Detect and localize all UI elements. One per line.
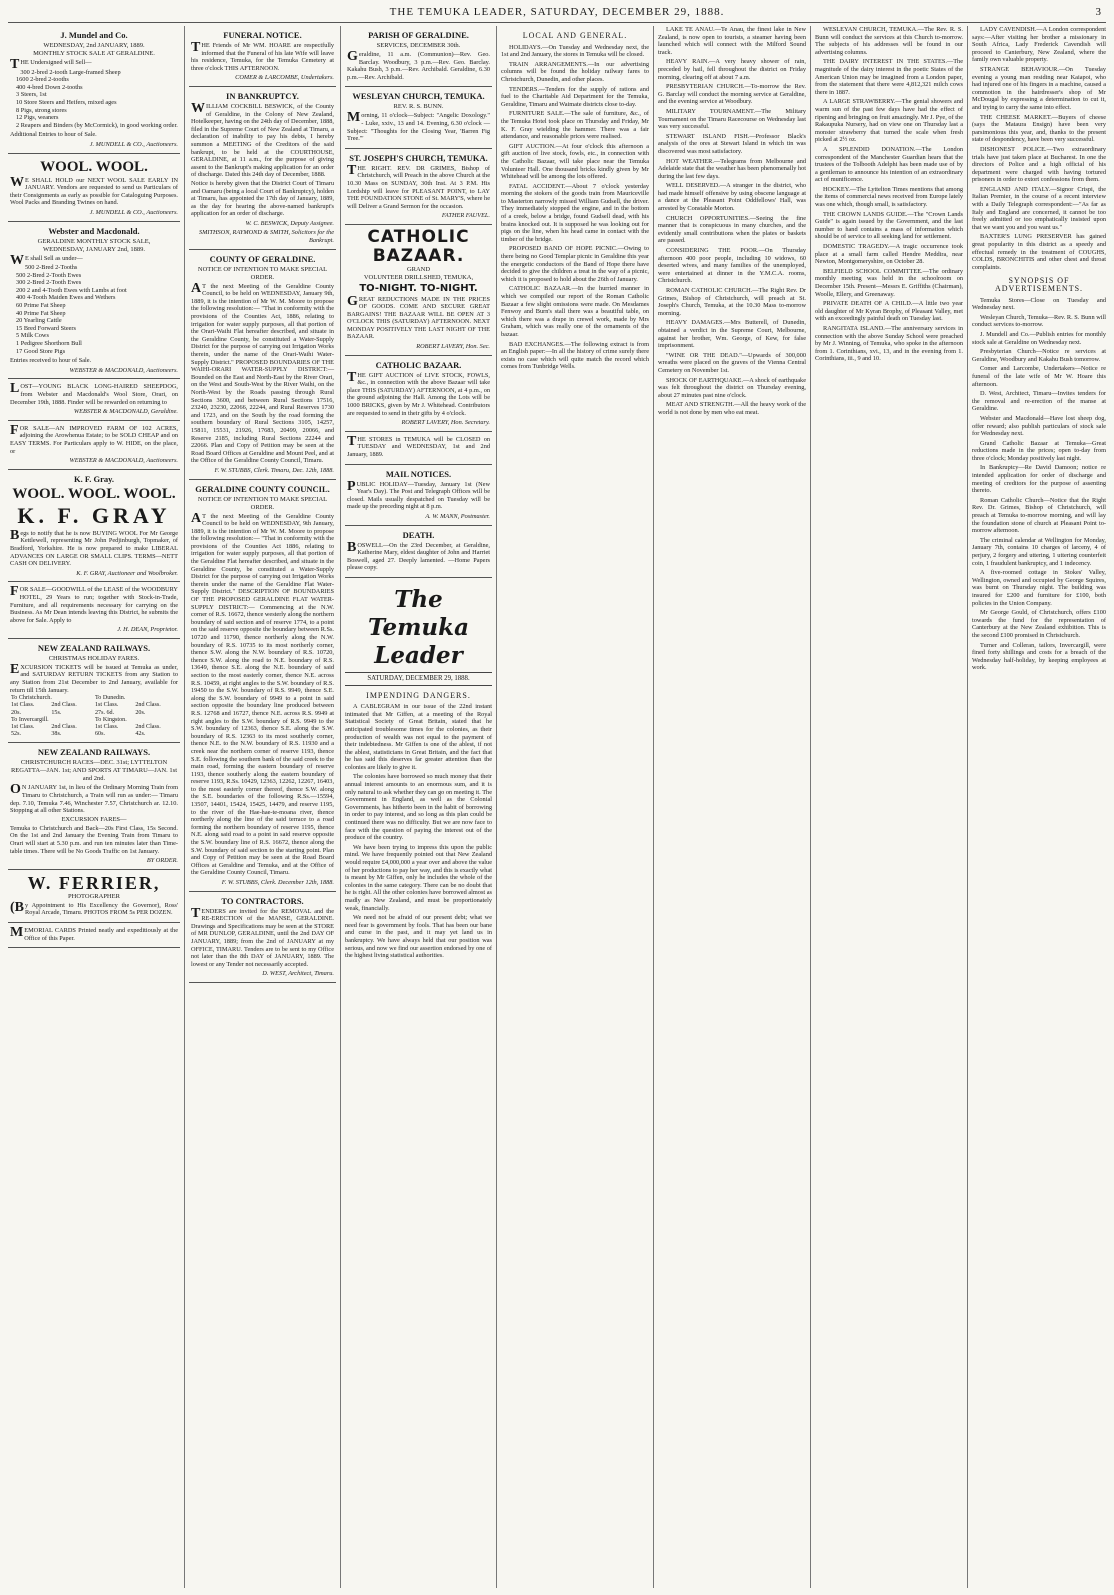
masthead (8, 6, 1106, 23)
fares-cell: 27s. 6d. (94, 709, 115, 716)
editorial-paragraph: We have been trying to impress this upon the public mind. We have frequently pointed out that New Zealand would require £4,000,000 a year over and above the value of her productions to pay her way, and this is exactly what is meant by Mr Giffen, only he includes the whole of the colonies in the same category. There can be no doubt that he is right. All the other colonies have borrowed almost as madly as New Zealand, and must be proportionately weak, financially. (345, 843, 492, 912)
ad-display-line: K. F. GRAY (17, 502, 171, 528)
advertisement (8, 470, 180, 583)
ad-subheading: GERALDINE MONTHLY STOCK SALE, (37, 237, 151, 245)
ad-body: BOSWELL—On the 23rd December, at Geraldine, Katherine Mary, eldest daughter of John and Harriet Boswell, aged 27. Deeply lamented. —Home Papers please copy. (347, 539, 490, 572)
column-5 (658, 26, 806, 1588)
news-paragraph: LADY CAVENDISH.—A London correspondent says:—After visiting her brother a missionary in South Africa, Lady Frederick Cavendish will proceed to Canterbury, New Zealand, where the family own valuable property. (972, 26, 1106, 64)
news-section (972, 537, 1106, 672)
editorial-paragraph: A CABLEGRAM in our issue of the 22nd instant intimated that Mr Giffen, at a meeting of the Royal Statistical Society of Great Britain, stated that he anticipated troublesome times for the colonies, as their production of wealth was not equal to the payment of their indebtedness. Mr Giffen is one of the ablest, if not the ablest, statisticians in Great Britain, and the fact that he has said this deserves far greater attention than the colonies are likely to give it. (345, 703, 492, 771)
fares-cell: 1st Class. (11, 724, 35, 731)
advertisement (8, 421, 180, 470)
ad-body: TENDERS are invited for the REMOVAL and the RE-ERECTION of the MANSE, GERALDINE. Drawings and Specifications may be seen at the STORE of MR DUNLOP, GERALDINE, until the 2nd DAY OF JANUARY, 1889; from the 2nd of JANUARY at my OFFICE, TIMARU. Tenders are to be sent to my Office not later than the 8th DAY of JANUARY, 1889. The lowest or any Tender not necessarily accepted. (191, 905, 334, 968)
ad-subheading: NOTICE OF INTENTION TO MAKE SPECIAL ORDER. (197, 265, 328, 281)
news-paragraph: PRIVATE DEATH OF A CHILD.—A little two year old daughter of Mr Kyran Brophy, of Pleasant Valley, met with an exceedingly painful death on Tuesday last. (815, 300, 963, 323)
news-paragraph: MILITARY TOURNAMENT.—The Military Tournament on the Timaru Racecourse on Wednesday last was very successful. (658, 107, 806, 131)
ad-list-item: 500 2-Bred 2-Tooth Ewes (16, 271, 82, 279)
news-paragraph: BAXTER'S LUNG PRESERVER has gained great popularity in this district as a speedy and effectual remedy in the treatment of COUGHS, COLDS, BRONCHITIS and other chest and throat complaints. (972, 233, 1106, 271)
ad-list-item: 17 Good Store Pigs (16, 347, 66, 355)
news-paragraph: FURNITURE SALE.—The sale of furniture, &c., of the Temuka Hotel took place on Thursday and Friday, Mr K. F. Gray wielding the hammer. There was a fair attendance, and reasonable prices were realised. (501, 110, 649, 141)
ad-body: Notice is hereby given that the District Court of Timaru and Oamaru (being a local Court of Bankruptcy), holden at Timaru, has appointed the 17th day of January, 1889, as the day for hearing the above-named bankrupt's application for an order of discharge. (191, 179, 334, 218)
news-paragraph: WELL DESERVED.—A stranger in the district, who had made himself offensive by using obscene language at a dance at the Pleasant Point Oddfellows' Hall, was arrested by Constable Morton. (658, 182, 806, 213)
fares-cell: 60s. (94, 731, 105, 738)
advertisement (8, 923, 180, 948)
news-paragraph: THE CROWN LANDS GUIDE.—The "Crown Lands Guide" is again issued by the Government, and the last number to hand contains a mass of information which should be of service to all seeking land for settlement. (815, 210, 963, 241)
ad-body: (By Appointment to His Excellency the Governor), Ross' Royal Arcade, Timaru. PHOTOS FROM 5s PER DOZEN. (10, 899, 178, 917)
fares-cell: 2nd Class. (135, 702, 161, 709)
ad-subheading: NOTICE OF INTENTION TO MAKE SPECIAL ORDER. (197, 495, 328, 511)
news-paragraph: HEAVY DAMAGES.—Mrs Butterell, of Dunedin, obtained a verdict in the Supreme Court, Melbourne, against her brother, Wm. George, of Kew, for false imprisonment. (658, 319, 806, 350)
newspaper-title: The Temuka Leader (367, 585, 469, 669)
column-divider (967, 26, 968, 1588)
news-paragraph: CONSIDERING THE POOR.—On Thursday afternoon 400 poor people, including 10 widows, 60 deserted wives, and many families of the unemployed, were entertained at dinner in the Y.M.C.A. rooms, Christchurch. (658, 247, 806, 285)
fares-cell: To Invercargill. (11, 716, 49, 723)
news-paragraph: CHURCH OPPORTUNITIES.—Seeing the fine manner that is conspicuous in many churches, and the evidently small contributions when the plates or baskets are passed. (658, 214, 806, 245)
ad-list-item: 500 2-Bred 2-Tooths (25, 264, 78, 272)
ad-list-item: 10 Store Steers and Heifers, mixed ages (16, 98, 117, 106)
news-paragraph: FATAL ACCIDENT.—About 7 o'clock yesterday morning the stokers of the goods train from Mauriceville to Masterton narrowly missed William Gudsell, the driver. They immediately stopped the engine, and in the bottom of a creek, below a bridge, found Gudsell dead, with his brains knocked out. It is supposed he was looking out for pigs on the line, when his head came in contact with the timber of the bridge. (501, 182, 649, 243)
ad-signature: ROBERT LAVERY, Hon. Secretary. (401, 419, 490, 427)
ad-heading: MAIL NOTICES. (385, 468, 452, 479)
fares-cell: 38s. (51, 731, 62, 738)
news-paragraph: STRANGE BEHAVIOUR.—On Tuesday evening a young man residing near Kaiapoi, who had injured one of his fingers in a machine, caused a commotion in the hairdresser's shop of Mr McDougal by expressing a determination to cut it, and trying to carry the same into effect. (972, 65, 1106, 111)
news-paragraph: The criminal calendar at Wellington for Monday, January 7th, contains 10 charges of larceny, 4 of perjury, 2 forgery and uttering, 1 uttering counterfeit coin, 1 fraudulent bankruptcy, and 1 indecency. (972, 536, 1106, 567)
ad-signature: A. W. MANN, Postmaster. (425, 512, 490, 520)
ad-body: AT the next Meeting of the Geraldine County Council, to be held on WEDNESDAY, January 9th, 1889, it is the intention of Mr W. M. Moore to propose the following resolution:— "That in conformity with the provisions of the Counties Act, 1886, relating to irrigation for water supply purposes, all that portion of the Orari-Waihi Flat hereafter described, and situate in the Geraldine County, be constituted a Water-Supply District for the purpose of carrying out Irrigation Works therein, under the name of the Orari-Waihi Water-Supply District." PROPOSED BOUNDARIES OF THE WAIHI-ORARI WATER-SUPPLY DISTRICT:— Bounded on the East and North-East by the River Orari, on the West and South-West by the River Waihi, on the North-West by the Roads passing through Rural Sections 3600, and between Rural Sections 17516, 23240, 23230, 22066, 22244, and Rural Reserves 1730 and 1723, and on the South by the road forming the southern boundary of Rural Sections 3105, 14257, 15811, 15531, 21926, 17683, 20499, 20066, and Reserve 2185, including Rural Sections 22244 and 22066. Plan and Copy of Petition may be seen at the Road Board Offices at Geraldine and Mount Peel, and at the Office of the Geraldine County Council, Timaru. (191, 280, 334, 465)
news-paragraph: PROPOSED BAND OF HOPE PICNIC.—Owing to there being no Good Templar picnic in Geraldine this year the energetic conductors of the Band of Hope there have decided to give the children a treat in the way of a picnic, which it is proposed to hold about the 26th of January. (501, 245, 649, 283)
ad-body: Morning, 11 o'clock—Subject: "Angelic Doxology." - Luke, xxiv., 13 and 14. Evening, 6.30 o'clock — Subject: "Thoughts for the Closing Year, 'Barren Fig Tree.'" (347, 110, 490, 143)
ad-body: FOR SALE—AN IMPROVED FARM OF 102 ACRES, adjoining the Arowhenua Estate; to be SOLD CHEAP and on EASY TERMS. For Particulars apply to W. HIDE, on the place, or (10, 422, 178, 455)
ad-signature: D. WEST, Architect, Timaru. (262, 970, 334, 978)
ad-subheading: EXCURSION FARES— (61, 815, 127, 823)
fares-cell: 1st Class. (11, 702, 35, 709)
fares-cell: 2nd Class. (51, 724, 77, 731)
ad-display-line: WOOL. WOOL. WOOL. (12, 485, 176, 502)
ad-list-item: 2 Reapers and Binders (by McCormick), in good working order. (16, 121, 178, 129)
news-paragraph: Wesleyan Church, Temuka—Rev. R. S. Bunn will conduct services to-morrow. (972, 313, 1106, 329)
ad-list (16, 69, 178, 130)
column-2 (189, 26, 336, 1588)
news-paragraph: Comer and Larcombe, Undertakers—Notice re funeral of the late wife of Mr W. Hoare this afternoon. (972, 365, 1106, 388)
advertisement (8, 870, 180, 923)
ad-heading: IN BANKRUPTCY. (226, 90, 299, 101)
masthead-title: THE TEMUKA LEADER, SATURDAY, DECEMBER 29, 1888. (389, 6, 725, 18)
news-paragraph: THE CHEESE MARKET.—Buyers of cheese (says the Mataura Ensign) have been very parsimonious this year, and, thanks to the present state of despondency, have been very successful. (972, 113, 1106, 144)
section-heading: SYNOPSIS OF ADVERTISEMENTS. (994, 276, 1084, 293)
news-paragraph: SHOCK OF EARTHQUAKE.—A shock of earthquake was felt throughout the district on Thursday evening, about 27 minutes past nine o'clock. (658, 376, 806, 399)
ad-display-line: TO-NIGHT. TO-NIGHT. (359, 282, 478, 294)
fares-cell: 20s. (135, 709, 146, 716)
ad-signature: SMITHSON, RAYMOND & SMITH, Solicitors for the Bankrupt. (198, 229, 334, 245)
ad-body: THE Undersigned will Sell— (10, 57, 92, 72)
ad-list-item: 8 Pigs, strong stores (16, 106, 67, 114)
ad-list-item: 3 Steers, 1st (16, 91, 47, 99)
ad-signature: COMER & LARCOMBE, Undertakers. (235, 74, 334, 82)
column-divider (340, 26, 341, 1588)
news-paragraph: J. Mundell and Co.—Publish entries for monthly stock sale at Geraldine on Wednesday next. (972, 330, 1106, 346)
news-paragraph: ROMAN CATHOLIC CHURCH.—The Right Rev. Dr Grimes, Bishop of Christchurch, will preach at St. Joseph's Church, Temuka, at the 10.30 Mass to-morrow morning. (658, 287, 806, 317)
ad-list-item: 15 Bred Forward Steers (16, 324, 76, 332)
news-paragraph: Mr George Gould, of Christchurch, offers £100 towards the fund for the representation of Canterbury at the New Zealand exhibition. This is the second £100 promised in Christchurch. (972, 609, 1106, 639)
ad-subheading: MONTHLY STOCK SALE AT GERALDINE. (33, 50, 155, 57)
ad-body: MEMORIAL CARDS Printed neatly and expeditiously at the Office of this Paper. (10, 925, 178, 942)
advertisement (8, 379, 180, 420)
news-paragraph: DOMESTIC TRAGEDY.—A tragic occurrence took place at a small farm called Hendre Meddira, near Newton, Montgomeryshire, on October 28. (815, 243, 963, 266)
ad-body: WILLIAM COCKBILL BESWICK, of the County of Geraldine, in the Colony of New Zealand, Hotelkeeper, having on the 24th day of December, 1888, filed in the Supreme Court of New Zealand at Timaru, a declaration of inability to pay his debts, I hereby summon a MEETING of the Creditors of the said bankrupt, to be held at the COURTHOUSE, GERALDINE, at 11 a.m., for the purpose of giving assent to the Bankrupt's making application for an order of discharge. Dated this 24th day of December, 1888. (191, 100, 334, 179)
news-paragraph: BELFIELD SCHOOL COMMITTEE.—The ordinary monthly meeting was held in the schoolroom on December 15th. Present—Messrs E. Griffiths (Chairman), Woolle, Ellery, and Greenaway. (815, 267, 963, 298)
advertisement (189, 26, 336, 87)
advertisement (8, 743, 180, 869)
ad-body: THE Friends of Mr WM. HOARE are respectfully informed that the Funeral of his late Wife will leave his residence, Temuka, for the Temuka Cemetery at three o'clock THIS AFTERNOON. (191, 40, 334, 72)
ad-list-item: 1600 2-bred 2-tooths (16, 76, 69, 84)
fares-cell: To Dunedin. (94, 695, 126, 702)
ad-heading: W. FERRIER, (27, 872, 161, 893)
ad-body: GREAT REDUCTIONS MADE IN THE PRICES OF GOODS. COME AND SECURE GREAT BARGAINS! THE BAZAAR WILL BE OPEN AT 3 O'CLOCK THIS (SATURDAY) AFTERNOON. NEXT MONDAY POSITIVELY THE LAST NIGHT OF THE BAZAAR. (347, 293, 490, 341)
news-paragraph: Temuka Stores—Close on Tuesday and Wednesday next. (972, 296, 1106, 312)
ad-subheading: CHRISTMAS HOLIDAY FARES. (48, 654, 140, 662)
news-paragraph: HOLIDAYS.—On Tuesday and Wednesday next, the 1st and 2nd January, the stores in Temuka will be closed. (501, 43, 649, 59)
ad-list (16, 264, 178, 355)
news-paragraph: Presbyterian Church—Notice re services at Geraldine, Woodbury and Kakahu Bush tomorrow. (972, 348, 1106, 363)
news-section (972, 277, 1106, 534)
news-paragraph: HOT WEATHER.—Telegrams from Melbourne and Adelaide state that the weather has been phenomenally hot during the last few days. (658, 157, 806, 180)
news-paragraph: "WINE OR THE DEAD."—Upwards of 300,000 wreaths were placed on the graves of the Vienna Central Cemetery on November 1st. (658, 351, 806, 374)
ad-subheading: REV. R. S. BUNN. (393, 103, 444, 111)
fares-cell: To Kingston. (94, 716, 127, 723)
ad-heading: FUNERAL NOTICE. (223, 30, 302, 40)
ad-body: AT the next Meeting of the Geraldine County Council to be held on WEDNESDAY, 9th January, 1889, it is the intention of Mr W. M. Moore to propose the following resolution:— "That in conformity with the provisions of the Counties Act 1886, relating to irrigation for water supply purposes, all that portion of the Geraldine Flat hereafter described, and situate in the Geraldine County, be constituted a Water-Supply District for the purpose of carrying out Irrigation Works therein under the name of the Geraldine Flat Water-Supply District." DESCRIPTION OF BOUNDARIES OF THE PROPOSED GERALDINE FLAT WATER-SUPPLY DISTRICT:— Commencing at the N.W. corner of R.S. 16672, thence westerly along the northern boundary of said section and of reserve 1774, to a point on the said reserve opposite the boundary between R.Ss. 10720 and 11790, thence northerly along the N.W. boundary of R.S. 10735 to its most northerly corner, thence S.W. along the N.W. boundary of R.S. 10720, thence S.W. along the road to N.E. boundary of R.S. 13649, thence S.E. along the N.E. boundary of said section to the most easterly corner, thence N.E. across R.S. 10459, at right angles to the S.W. boundary of R.S. 19450 to the S.W. boundary of R.S. 9949, thence S.E. along the S.W. boundary of 9949 to a point in said section opposite the boundary line produced between R.S. 12768 and 16727, thence N.E. across R.S. 9949 at right angles to the S.W. boundary of R.S. 9949 to the S.W. boundary of 12363, thence S.E. along the S.W. boundary of R.S. 12363 to its most southerly corner, thence N.E. to the N.W. boundary of R.S. 11930 and a creek near the northern corner of reserve 1193, thence S.E. following the southern bank of the said creek to the main road, forming the eastern boundary of reserve 1193, thence southerly along the eastern boundary of reserve 1193, R.Ss. 10429, 12363, 12262, 12267, 16403, to the most easterly corner thereof, thence S.W. along the S.E. boundaries of the following R.Ss.—15594, 13507, 14401, 15424, 15425, 14479, and reserve 1195, to the river of the Hae-hae-te-moana river, thence northerly along the line of the said terrace to a road forming the northern boundary of reserve 1195, thence N.E. along said road to a point in said reserve opposite the S.W. boundary line of R.S. 16672, thence along the S.W. boundary of said section to the starting point. Plan and Copy of Petition may be seen at the Road Board Offices at Geraldine and Temuka, and at the Office of the Geraldine County Council, Timaru. (191, 510, 335, 877)
ad-list-item: 20 Yearling Cattle (16, 317, 62, 325)
ad-body: LOST—YOUNG BLACK LONG-HAIRED SHEEPDOG, from Webster and Macdonald's Wool Store, Orari, on December 19th, 1888. Finder will be rewarded on returning to (10, 381, 178, 406)
ad-footnote: Additional Entries to hour of Sale. (10, 131, 97, 139)
fares-cell: 2nd Class. (135, 724, 161, 731)
editorial-paragraph: The colonies have borrowed so much money that their annual interest amounts to an enormous sum, and it is only natural to ask whether they can go on meeting it. The Government in England, as well as the Colonial Governments, has hitherto been in the habit of borrowing in order to pay interest, and so long as this plan could be continued there was no difficulty. But we are now face to face with the question of paying the interest out of the produce of the country. (345, 773, 492, 842)
advertisement (8, 639, 180, 744)
advertisement (189, 87, 336, 250)
ad-list-item: 400 4-Tooth Maiden Ewes and Wethers (16, 294, 116, 302)
ad-subheading: SERVICES, DECEMBER 30th. (376, 42, 461, 49)
news-paragraph: A LARGE STRAWBERRY.—The genial showers and warm sun of the past few days have had the effect of ripening and bringing on fruit amazingly. Mr J. Pye, of the Rakaupuka Nursery, had on view one on Thursday last a monster strawberry that turned the scale when fresh picked at 2½ oz. (815, 98, 963, 144)
fares-cell: 2nd Class. (51, 702, 77, 709)
ad-body: THE GIFT AUCTION of LIVE STOCK, FOWLS, &c., in connection with the above Bazaar will take place THIS (SATURDAY) AFTERNOON, at 4 p.m., on the ground adjoining the Hall. Among the Lots will be 1000 BRICKS, given by Mr J. Whitehead. Contributors are requested to send in their gifts by 4 o'clock. (347, 369, 490, 417)
fares-cell: 15s. (51, 709, 62, 716)
news-section (501, 32, 649, 371)
news-paragraph: Roman Catholic Church—Notice that the Right Rev. Dr. Grimes, Bishop of Christchurch, will preach at Temuka to-morrow morning, and will lay the foundation stone of church at Pleasant Point to-morrow afternoon. (972, 496, 1106, 535)
advertisement (345, 225, 492, 356)
column-divider (810, 26, 811, 1588)
ad-heading: COUNTY OF GERALDINE. (209, 253, 316, 264)
ad-list-item: 400 4-bred Down 2-tooths (16, 83, 83, 91)
ad-heading: ST. JOSEPH'S CHURCH, TEMUKA. (349, 152, 488, 163)
ad-heading: TO CONTRACTORS. (221, 895, 304, 906)
news-paragraph: A five-roomed cottage in Stokes' Valley, Wellington, owned and occupied by George Squires, was burnt on Thursday night. The building was insured for £200 and furniture for £100, both policies in the Union Company. (972, 569, 1106, 607)
ad-heading: Webster and Macdonald. (48, 225, 140, 236)
ad-body: EXCURSION TICKETS will be issued at Temuka as under, and SATURDAY RETURN TICKETS from any Station to any Station from 21st December to 2nd January, available for return till 15th January. (10, 661, 178, 694)
ad-list-item: 60 Prime Fat Sheep (16, 302, 66, 310)
column-divider (496, 26, 497, 1588)
ad-list-item: 5 Milk Cows (16, 332, 49, 340)
advertisement (8, 222, 180, 380)
ad-signature: F. W. STUBBS, Clerk. December 12th, 1888. (221, 879, 334, 886)
news-paragraph: THE DAIRY INTEREST IN THE STATES.—The magnitude of the dairy interest in the poetic States of the American Union may be imagined from a London paper, from the statement that there were 4,812,321 milch cows there in 1887. (815, 58, 963, 96)
fares-cell: To Christchurch. (11, 695, 52, 702)
ad-signature: ROBERT LAVERY, Hon. Sec. (416, 343, 490, 351)
ad-subheading: CHRISTCHURCH RACES—DEC. 31st; LYTTELTON REGATTA—JAN. 1st; AND SPORTS AT TIMARU—JAN. 1st and 2nd. (10, 759, 178, 783)
news-paragraph: HOCKEY.—The Lyttelton Times mentions that among the items of commercial news received from Europe lately was one which, though small, is satisfactory. (815, 185, 963, 209)
news-paragraph: HEAVY RAIN.—A very heavy shower of rain, preceded by hail, fell throughout the district on Friday morning, clearing off at about 7 a.m. (658, 58, 806, 81)
column-divider (653, 26, 654, 1588)
newspaper-date: SATURDAY, DECEMBER 29, 1888. (345, 672, 492, 686)
advertisement (189, 250, 336, 480)
ad-list-item: 12 Pigs, weaners (16, 114, 59, 122)
column-divider (184, 26, 185, 1588)
ad-heading: CATHOLIC BAZAAR. (375, 359, 462, 370)
ad-signature: F. W. STUBBS, Clerk. Timaru, Dec. 12th, 1888. (214, 466, 334, 474)
news-paragraph: WESLEYAN CHURCH, TEMUKA.—The Rev. R. S. Bunn will conduct the services at this Church to-morrow. The subjects of his addresses will be found in our advertising columns. (815, 26, 963, 56)
ad-heading: NEW ZEALAND RAILWAYS. (37, 642, 151, 653)
ad-heading: GERALDINE COUNTY COUNCIL. (195, 483, 330, 494)
page-number: 3 (1095, 6, 1102, 18)
advertisement (345, 149, 492, 225)
advertisement (189, 892, 336, 983)
ad-heading: K. F. Gray. (73, 473, 115, 484)
ad-signature: WEBSTER & MACDONALD, Geraldine. (73, 408, 178, 416)
ad-list-item: 200 2 and 4-Tooth Ewes with Lambs at foot (16, 286, 127, 294)
ad-list-item: 40 Prime Fat Sheep (16, 309, 66, 317)
ad-signature: W. C. BESWICK, Deputy Assignee. (245, 219, 334, 227)
news-paragraph: D. West, Architect, Timaru—Invites tenders for the removal and re-erection of the manse at Geraldine. (972, 390, 1106, 413)
ad-list-item: 300 2-bred 2-tooth Large-framed Sheep (20, 68, 121, 76)
news-paragraph: TRAIN ARRANGEMENTS.—In our advertising columns will be found the holiday railway fares to Christchurch, Dunedin, and other places. (501, 60, 649, 83)
column-4 (501, 26, 649, 1588)
news-paragraph: RANGITATA ISLAND.—The anniversary services in connection with the above Sunday School were preached by Mr J. Winning, of Temuka, who spoke in the afternoon from 1. Corinthians, xvi., 13, and in the evening from 1. Corinthians, iii., 9 and 10. (815, 324, 963, 363)
fares-cell: 1st Class. (94, 702, 119, 709)
news-paragraph: CATHOLIC BAZAAR.—In the hurried manner in which we compiled our report of the Roman Catholic Bazaar a few slight omissions were made. On Mesdames Fenwoy and Burn's stall there was a beautiful table, on which there was a drape in crewel work, made by Mrs Graham, which was really one of the ornaments of the bazaar. (501, 285, 649, 338)
ad-body: THE RIGHT. REV. DR GRIMES, Bishop of Christchurch, will Preach in the above Church at the 10.30 Mass on SUNDAY, 30th Inst. At 3 P.M. His Lordship will leave for PLEASANT POINT, to LAY THE FOUNDATION STONE of St. MARY'S, where he will Deliver a Grand Sermon for the occasion. (347, 162, 490, 210)
ad-list-item: 300 2-Bred 2-Tooth Ewes (16, 279, 82, 287)
fares-table (10, 695, 178, 738)
ad-subheading: WEDNESDAY, 2nd JANUARY, 1889. (43, 42, 145, 49)
editorial-paragraph: We need not be afraid of our present debt; what we need fear is government by fools. That has been our bane and curse in the past, and it may yet land us in bankruptcy. We have always held that our position was serious, and now we find our assertion endorsed by one of the highest living statistical authorities. (345, 914, 492, 960)
ad-signature: K. F. GRAY, Auctioneer and Woolbroker. (76, 569, 178, 577)
ad-heading: DEATH. (402, 529, 435, 540)
ad-list-item: 1 Pedigree Shorthorn Bull (16, 340, 82, 348)
ad-signature: J. MUNDELL & CO., Auctioneers. (89, 208, 178, 216)
ad-heading: NEW ZEALAND RAILWAYS. (37, 747, 151, 758)
ad-heading: PARISH OF GERALDINE. (368, 30, 469, 40)
ad-body: WE SHALL HOLD our NEXT WOOL SALE EARLY IN JANUARY. Vendors are requested to send us Particulars of their Consignments as early as possible for Cataloguing Purposes. Wool Packs and Branding Twines on hand. (10, 174, 178, 207)
ad-body: FOR SALE—GOODWILL of the LEASE of the WOODBURY HOTEL, 29 Years to run; together with Stock-in-Trade, Furniture, and all requirements necessary for carrying on the Business. As Mr Dean intends leaving this District, he submits the above for Sale. Apply to (10, 584, 178, 624)
news-section (972, 26, 1106, 271)
column-1 (8, 26, 180, 1588)
ad-footnote: Entries received to hour of Sale. (10, 357, 92, 365)
news-paragraph: Webster and Macdonald—Have lost sheep dog, offer reward; also publish particulars of stock sale for Wednesday next. (972, 414, 1106, 438)
fares-cell: 20s. (11, 709, 21, 716)
ad-subheading: VOLUNTEER DRILLSHED, TEMUKA, (363, 273, 474, 281)
advertisement (345, 87, 492, 148)
news-section (658, 26, 806, 417)
ad-signature: WEBSTER & MACDONALD, Auctioneers. (69, 366, 178, 374)
ad-body: THE STORES in TEMUKA will be CLOSED on TUESDAY and WEDNESDAY, 1st and 2nd January, 1889. (347, 433, 490, 458)
ad-display-line: CATHOLIC BAZAAR. (367, 226, 470, 266)
ad-body: PUBLIC HOLIDAY—Tuesday, January 1st (New Year's Day). The Post and Telegraph Offices will be closed. Mails usually despatched on Tuesday will be made up the preceding night at 8 p.m. (347, 478, 490, 511)
news-paragraph: DISHONEST POLICE.—Two extraordinary trials have just taken place at Bucharest. In one the directors of Police and a high official of his department were charged with having tortured prisoners in order to extort confessions from them. (972, 145, 1106, 184)
ad-body: Temuka to Christchurch and Back—20s First Class, 15s Second. On the 1st and 2nd January the Evening Train from Timaru to Orari will start at 5.30 p.m. and run ten minutes later than Time-table times. There will be No Goods Traffic on 1st January. (10, 824, 178, 855)
advertisement (345, 465, 492, 526)
ad-body: Geraldine, 11 a.m. (Communion)—Rev. Geo. Barclay. Woodbury, 3 p.m.—Rev. Geo. Barclay. Kakahu Bush, 3 p.m.—Rev. Archibald. Geraldine, 6.30 p.m.—Rev. Archibald. (347, 49, 490, 81)
advertisement (345, 356, 492, 432)
news-paragraph: STEWART ISLAND FISH.—Professor Black's analysis of the ores at Stewart Island in which tin was discovered was most satisfactory. (658, 132, 806, 155)
news-section (815, 26, 963, 363)
news-paragraph: PRESBYTERIAN CHURCH.—To-morrow the Rev. G. Barclay will conduct the morning service at Geraldine, and the evening service at Woodbury. (658, 83, 806, 106)
ad-signature: FATHER FAUVEL. (441, 212, 490, 220)
column-7 (972, 26, 1106, 1588)
advertisement (8, 582, 180, 639)
news-paragraph: Grand Catholic Bazaar at Temuka—Great reductions made in the prices; open to-day from three o'clock; Monday positively last night. (972, 439, 1106, 462)
ad-signature: BY ORDER. (146, 857, 178, 865)
ad-display-line: WOOL. WOOL. (40, 158, 148, 175)
fares-cell: 1st Class. (94, 724, 119, 731)
ad-body: ON JANUARY 1st, in lieu of the Ordinary Morning Train from Timaru to Christchurch, a Train will run as under:— Timaru dep. 7.10, Temuka 7.46, Winchester 7.57, Christchurch ar. 12.10. Stopping at all other Stations. (10, 782, 178, 815)
news-paragraph: Turner and Colleran, tailors, Invercargill, were fined forty shillings and costs for a breach of the Wednesday half-holiday, by keeping employees at work. (972, 641, 1106, 672)
ad-signature: J. MUNDELL & CO., Auctioneers. (89, 140, 178, 148)
advertisement (345, 432, 492, 465)
news-paragraph: In Bankruptcy—Re David Damoon; notice re intended application for order of discharge and meeting of creditors for the purpose of assenting thereto. (972, 464, 1106, 495)
advertisement (345, 26, 492, 87)
advertisement (345, 526, 492, 578)
ad-subheading: PHOTOGRAPHER (68, 892, 120, 900)
fares-cell: 42s. (135, 731, 146, 738)
news-paragraph: GIFT AUCTION.—At four o'clock this afternoon a gift auction of live stock, fowls, etc., in connection with the Catholic Bazaar, will take place near the Temuka Volunteer Hall. One thousand bricks kindly given by Mr Whitehead will be among the lots offered. (501, 142, 649, 181)
ad-body: WE shall Sell as under— (10, 252, 83, 268)
news-paragraph: A SPLENDID DONATION.—The London correspondent of the Manchester Guardian hears that the trustees of the Tolbooth Adelphi has been made use of by a gentleman to announce his intention of an extraordinary act of munificence. (815, 145, 963, 184)
news-paragraph: ENGLAND AND ITALY.—Signor Crispi, the Italian Premier, in the course of a recent interview with a Daily Telegraph correspondent:—"As far as Italy and England are concerned, it cannot be too freely admitted or too emphatically insisted upon that we want you and you want us." (972, 185, 1106, 231)
ad-heading: J. Mundel and Co. (60, 30, 128, 40)
news-paragraph: BAD EXCHANGES.—The following extract is from an English paper:—In all the history of crime surely there exists no case which will quite match the record which comes from Tunbridge Wells. (501, 340, 649, 371)
ad-body: Begs to notify that he is now BUYING WOOL For Mr George Kettlewell, representing Mr John Pedjinburgh, Topmaker, of Bradford, Yorkshire. He is now prepared to make LIBERAL ADVANCES ON LARGE OR SMALL CLIPS. TERMS—NETT CASH ON DELIVERY. (10, 527, 178, 568)
news-paragraph: LAKE TE ANAU.—Te Anau, the finest lake in New Zealand, is now open to tourists, a steamer having been launched which will connect with the Milford Sound track. (658, 26, 806, 56)
ad-signature: J. H. DEAN, Proprietor. (117, 626, 178, 634)
column-3 (345, 26, 492, 1588)
ad-subheading: GRAND (406, 265, 431, 273)
section-heading: LOCAL AND GENERAL. (522, 31, 628, 40)
advertisement (189, 480, 336, 892)
news-paragraph: TENDERS.—Tenders for the supply of rations and fuel to the Charitable Aid Department for the Temuka, Geraldine, Timaru and Waimate districts close to-day. (501, 85, 649, 108)
advertisement (8, 26, 180, 154)
editorial-heading: IMPENDING DANGERS. (366, 690, 471, 700)
editorial-body (345, 703, 492, 960)
ad-signature: WEBSTER & MACDONALD, Auctioneers. (69, 457, 178, 465)
ad-heading: WESLEYAN CHURCH, TEMUKA. (352, 91, 485, 102)
ad-subheading: WEDNESDAY, JANUARY 2nd, 1889. (43, 245, 145, 253)
advertisement (8, 154, 180, 222)
column-6 (815, 26, 963, 1588)
fares-cell: 52s. (11, 731, 21, 738)
news-paragraph: MEAT AND STRENGTH.—All the heavy work of the world is not done by men who eat meat. (658, 401, 806, 416)
